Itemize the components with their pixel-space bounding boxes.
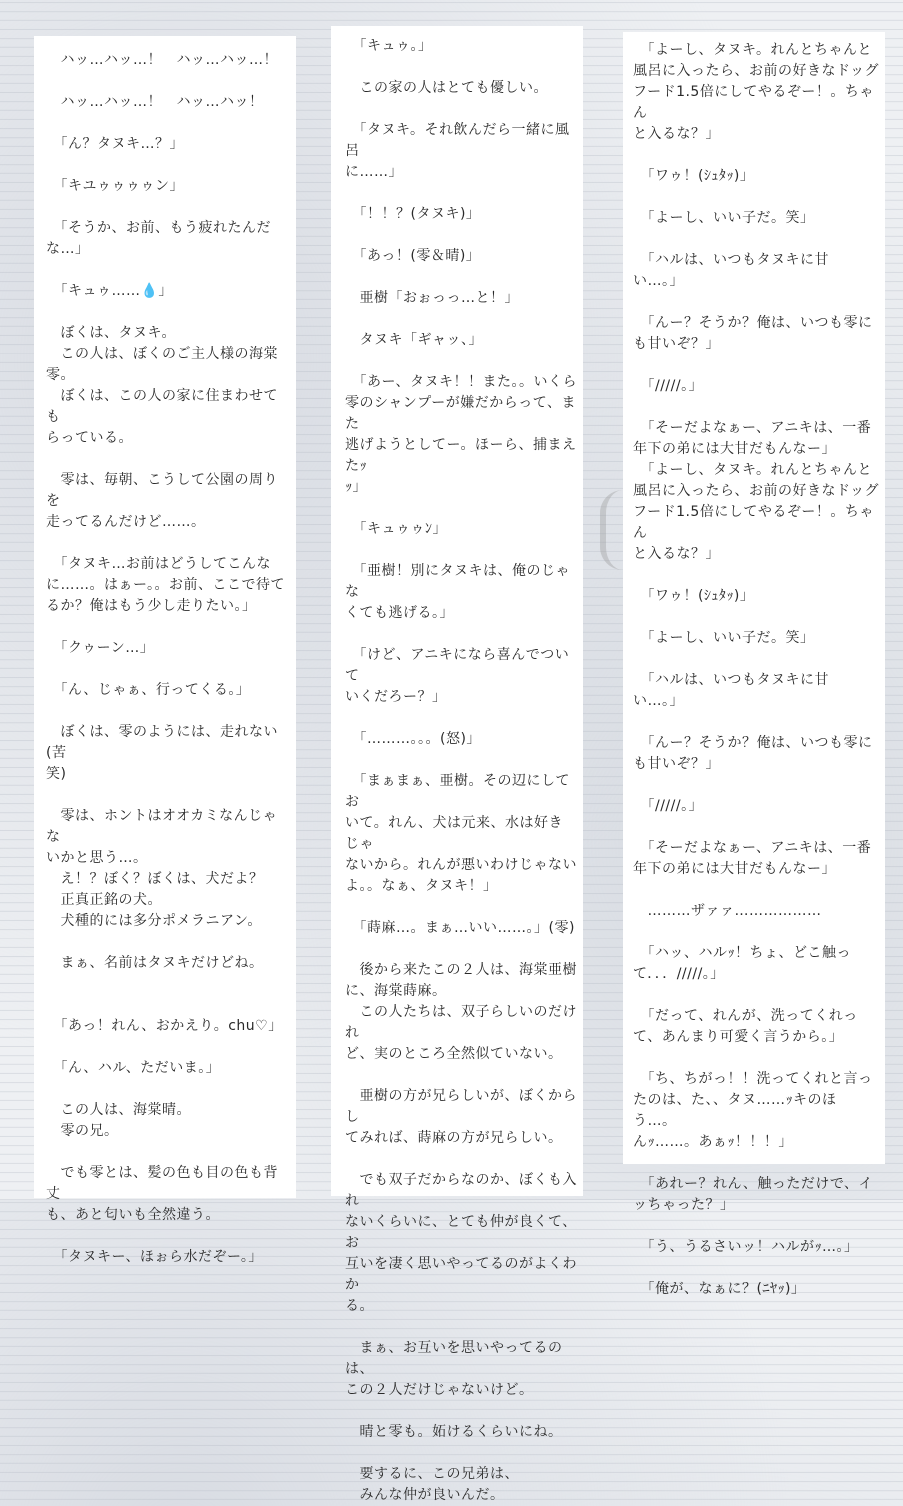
paragraph-spacer [633, 145, 879, 166]
story-paragraph: 「ん、じゃぁ、行ってくる。」 [46, 682, 251, 698]
story-paragraph: 零は、ホントはオオカミなんじゃな いかと思う…。 え！？ぼく？ぼくは、犬だよ？ 正真正銘の犬。 犬種的には多分ポメラニアン。 [46, 808, 278, 929]
story-paragraph: 「ハルは、いつもタヌキに甘 い…。」 [633, 252, 829, 289]
paragraph-spacer [633, 1048, 879, 1069]
text-column-1 [34, 36, 296, 1265]
paragraph-spacer [46, 449, 288, 470]
story-paragraph: 晴と零も。妬けるくらいにね。 [345, 1424, 563, 1440]
story-paragraph: 「ハルは、いつもタヌキに甘 い…。」 [633, 672, 829, 709]
paragraph-spacer [345, 99, 577, 120]
story-paragraph: ハッ…ハッ…！ ハッ…ハッ！ [46, 94, 264, 110]
story-paragraph: 要するに、この兄弟は、 みんな仲が良いんだ。 [359, 1466, 519, 1503]
story-paragraph: 「あっ！(零＆晴)」 [345, 248, 481, 264]
story-paragraph: 「そーだよなぁー、アニキは、一番 年下の弟には大甘だもんなー」 [633, 840, 872, 877]
text-column-3 [623, 32, 885, 1297]
story-paragraph: 「ち、ちがっ！！洗ってくれと言っ たのは、た、、タヌ……ｯキのほう…。 んｯ……。あぁｯ！！！」 [633, 1071, 873, 1150]
story-paragraph: 「んー？そうか？俺は、いつも零に も甘いぞ？」 [633, 735, 873, 772]
story-paragraph: 「キユゥゥゥゥン」 [46, 178, 184, 194]
story-paragraph: 「ん？タヌキ…？」 [46, 136, 184, 152]
paragraph-spacer [46, 932, 288, 953]
story-paragraph: 「だって、れんが、洗ってくれっ て、あんまり可愛く言うから。」 [633, 1008, 858, 1045]
story-paragraph: 零は、毎朝、こうして公園の周りを 走ってるんだけど……。 [46, 472, 278, 530]
paragraph-spacer [46, 659, 288, 680]
story-paragraph: 「キュゥ……💧」 [46, 283, 173, 299]
paragraph-spacer [46, 1226, 288, 1247]
story-paragraph: 「そーだよなぁー、アニキは、一番 年下の弟には大甘だもんなー」 「よーし、タヌキ。れんとちゃんと 風呂に入ったら、お前の好きなドッグ フード1.5倍にしてやるぞー！。ちゃん と入るな？」 [633, 420, 879, 562]
paragraph-spacer [46, 1037, 288, 1058]
paragraph-spacer [46, 302, 288, 323]
paragraph-spacer [633, 187, 879, 208]
paragraph-spacer [345, 267, 577, 288]
story-paragraph: 「あれー？れん、触っただけで、イ ッちゃった？」 [633, 1176, 874, 1213]
paragraph-spacer [46, 701, 288, 722]
text-column-2 [331, 26, 583, 1503]
story-paragraph: 「キュゥゥﾝ」 [345, 521, 447, 537]
story-paragraph: 「ハッ、ハルｯ！ちょ、どこ触っ て．．．/////。」 [633, 945, 851, 982]
paragraph-spacer [633, 985, 879, 1006]
paragraph-spacer [345, 1401, 577, 1422]
story-paragraph: でも零とは、髪の色も目の色も背丈 も、あと匂いも全然違う。 [46, 1165, 278, 1223]
story-paragraph: 「よーし、いい子だ。笑」 [633, 630, 815, 646]
paragraph-spacer [345, 351, 577, 372]
paragraph-spacer [345, 1443, 577, 1464]
story-paragraph: タヌキ「ギャッ、」 [345, 332, 483, 348]
story-paragraph: 「けど、アニキになら喜んでついて いくだろー？」 [345, 647, 570, 705]
paragraph-spacer [345, 708, 577, 729]
story-paragraph: 亜樹の方が兄らしいが、ぼくからし てみれば、蒔麻の方が兄らしい。 [345, 1088, 577, 1146]
paragraph-spacer [46, 197, 288, 218]
story-paragraph: 「まぁまぁ、亜樹。その辺にしてお いて。れん、犬は元来、水は好きじゃ ないから。れんが悪いわけじゃない よ。。なぁ、タヌキ！」 [345, 773, 577, 894]
paragraph-spacer [633, 1153, 879, 1174]
paragraph-spacer [345, 1065, 577, 1086]
paragraph-spacer [633, 1216, 879, 1237]
story-paragraph: 「ん、ハル、ただいま。」 [46, 1060, 221, 1076]
paragraph-spacer [345, 897, 577, 918]
paragraph-spacer [345, 498, 577, 519]
story-paragraph: 「キュゥ。」 [345, 38, 433, 54]
story-paragraph: この人は、海棠晴。 零の兄。 [60, 1102, 191, 1139]
story-paragraph: 後から来たこの２人は、海棠亜樹 に、海棠蒔麻。 この人たちは、双子らしいのだけれ ど、実のところ全然似ていない。 [345, 962, 577, 1062]
story-paragraph: 「よーし、いい子だ。笑」 [633, 210, 815, 226]
paragraph-spacer [345, 309, 577, 330]
story-paragraph: 「よーし、タヌキ。れんとちゃんと 風呂に入ったら、お前の好きなドッグ フード1.5倍にしてやるぞー！。ちゃん と入るな？」 [633, 42, 879, 142]
story-paragraph: 「そうか、お前、もう疲れたんだ な…」 [46, 220, 271, 257]
paragraph-spacer [345, 225, 577, 246]
paragraph-spacer [46, 1142, 288, 1163]
story-paragraph: 「！！？(タヌキ)」 [345, 206, 481, 222]
paragraph-spacer [633, 355, 879, 376]
story-paragraph: まぁ、名前はタヌキだけどね。 [60, 955, 264, 971]
paragraph-spacer [633, 397, 879, 418]
story-paragraph: 「クゥーン…」 [46, 640, 155, 656]
paragraph-spacer [345, 750, 577, 771]
story-paragraph: まぁ、お互いを思いやってるのは、 この２人だけじゃないけど。 [345, 1340, 563, 1398]
paragraph-spacer [46, 260, 288, 281]
story-paragraph: 「あー、タヌキ！！また。。いくら 零のシャンプーが嫌だからって、また 逃げようとしてー。ほーら、捕まえたｯ ｯ」 [345, 374, 577, 495]
story-paragraph: 「う、うるさいッ！ハルがｯ…。」 [633, 1239, 859, 1255]
story-paragraph: 「蒔麻…。まぁ…いい……。」(零) [345, 920, 575, 936]
paragraph-spacer [633, 775, 879, 796]
paragraph-spacer [345, 1149, 577, 1170]
story-paragraph: ハッ…ハッ…！ ハッ…ハッ…！ [46, 52, 278, 68]
story-paragraph: でも双子だからなのか、ぼくも入れ ないくらいに、とても仲が良くて、お 互いを凄く思いやってるのがよくわか る。 [345, 1172, 577, 1314]
story-paragraph: 亜樹「おぉっっ…と！」 [345, 290, 519, 306]
paragraph-spacer [633, 292, 879, 313]
paragraph-spacer [633, 712, 879, 733]
paragraph-spacer [46, 1079, 288, 1100]
paragraph-spacer [345, 939, 577, 960]
paragraph-spacer [46, 617, 288, 638]
story-paragraph: ぼくは、零のようには、走れない(苦 笑) [46, 724, 278, 782]
paragraph-spacer [345, 624, 577, 645]
paragraph-spacer [46, 995, 288, 1016]
story-paragraph: この家の人はとても優しい。 [345, 80, 548, 96]
paragraph-spacer [633, 229, 879, 250]
paragraph-spacer [46, 785, 288, 806]
story-paragraph: 「………。。。(怒)」 [345, 731, 481, 747]
paragraph-spacer [345, 540, 577, 561]
story-paragraph: 「俺が、なぁに？(ﾆﾔｯ)」 [633, 1281, 806, 1297]
paragraph-spacer [345, 57, 577, 78]
story-paragraph: ………ザァァ……………… [633, 903, 822, 919]
paragraph-spacer [633, 649, 879, 670]
story-paragraph: 「タヌキ…お前はどうしてこんな に……。はぁー。。お前、ここで待て るか？俺はもう少し走りたい。」 [46, 556, 285, 614]
paragraph-spacer [633, 922, 879, 943]
story-paragraph: 「/////。」 [633, 798, 704, 814]
story-paragraph: 「/////。」 [633, 378, 704, 394]
paragraph-spacer [46, 155, 288, 176]
story-paragraph: 「タヌキ。それ飲んだら一緒に風呂 に……」 [345, 122, 570, 180]
paragraph-spacer [345, 183, 577, 204]
story-paragraph: 「亜樹！別にタヌキは、俺のじゃな くても逃げる。」 [345, 563, 570, 621]
paragraph-spacer [633, 880, 879, 901]
paragraph-spacer [46, 71, 288, 92]
story-paragraph: 「んー？そうか？俺は、いつも零に も甘いぞ？」 [633, 315, 873, 352]
story-paragraph: 「ワゥ！(ｼｭﾀｯ)」 [633, 168, 755, 184]
paragraph-spacer [46, 113, 288, 134]
paragraph-spacer [345, 1317, 577, 1338]
story-paragraph: 「タヌキー、ほぉら水だぞー。」 [46, 1249, 263, 1265]
paragraph-spacer [633, 607, 879, 628]
paragraph-spacer [633, 565, 879, 586]
story-paragraph: ぼくは、タヌキ。 この人は、ぼくのご主人様の海棠 零。 ぼくは、この人の家に住まわせても らっている。 [46, 325, 278, 446]
story-paragraph: 「あっ！れん、おかえり。chu♡」 [46, 1018, 283, 1034]
paragraph-spacer [633, 1258, 879, 1279]
paragraph-spacer [46, 533, 288, 554]
paragraph-spacer [633, 817, 879, 838]
story-paragraph: 「ワゥ！(ｼｭﾀｯ)」 [633, 588, 755, 604]
